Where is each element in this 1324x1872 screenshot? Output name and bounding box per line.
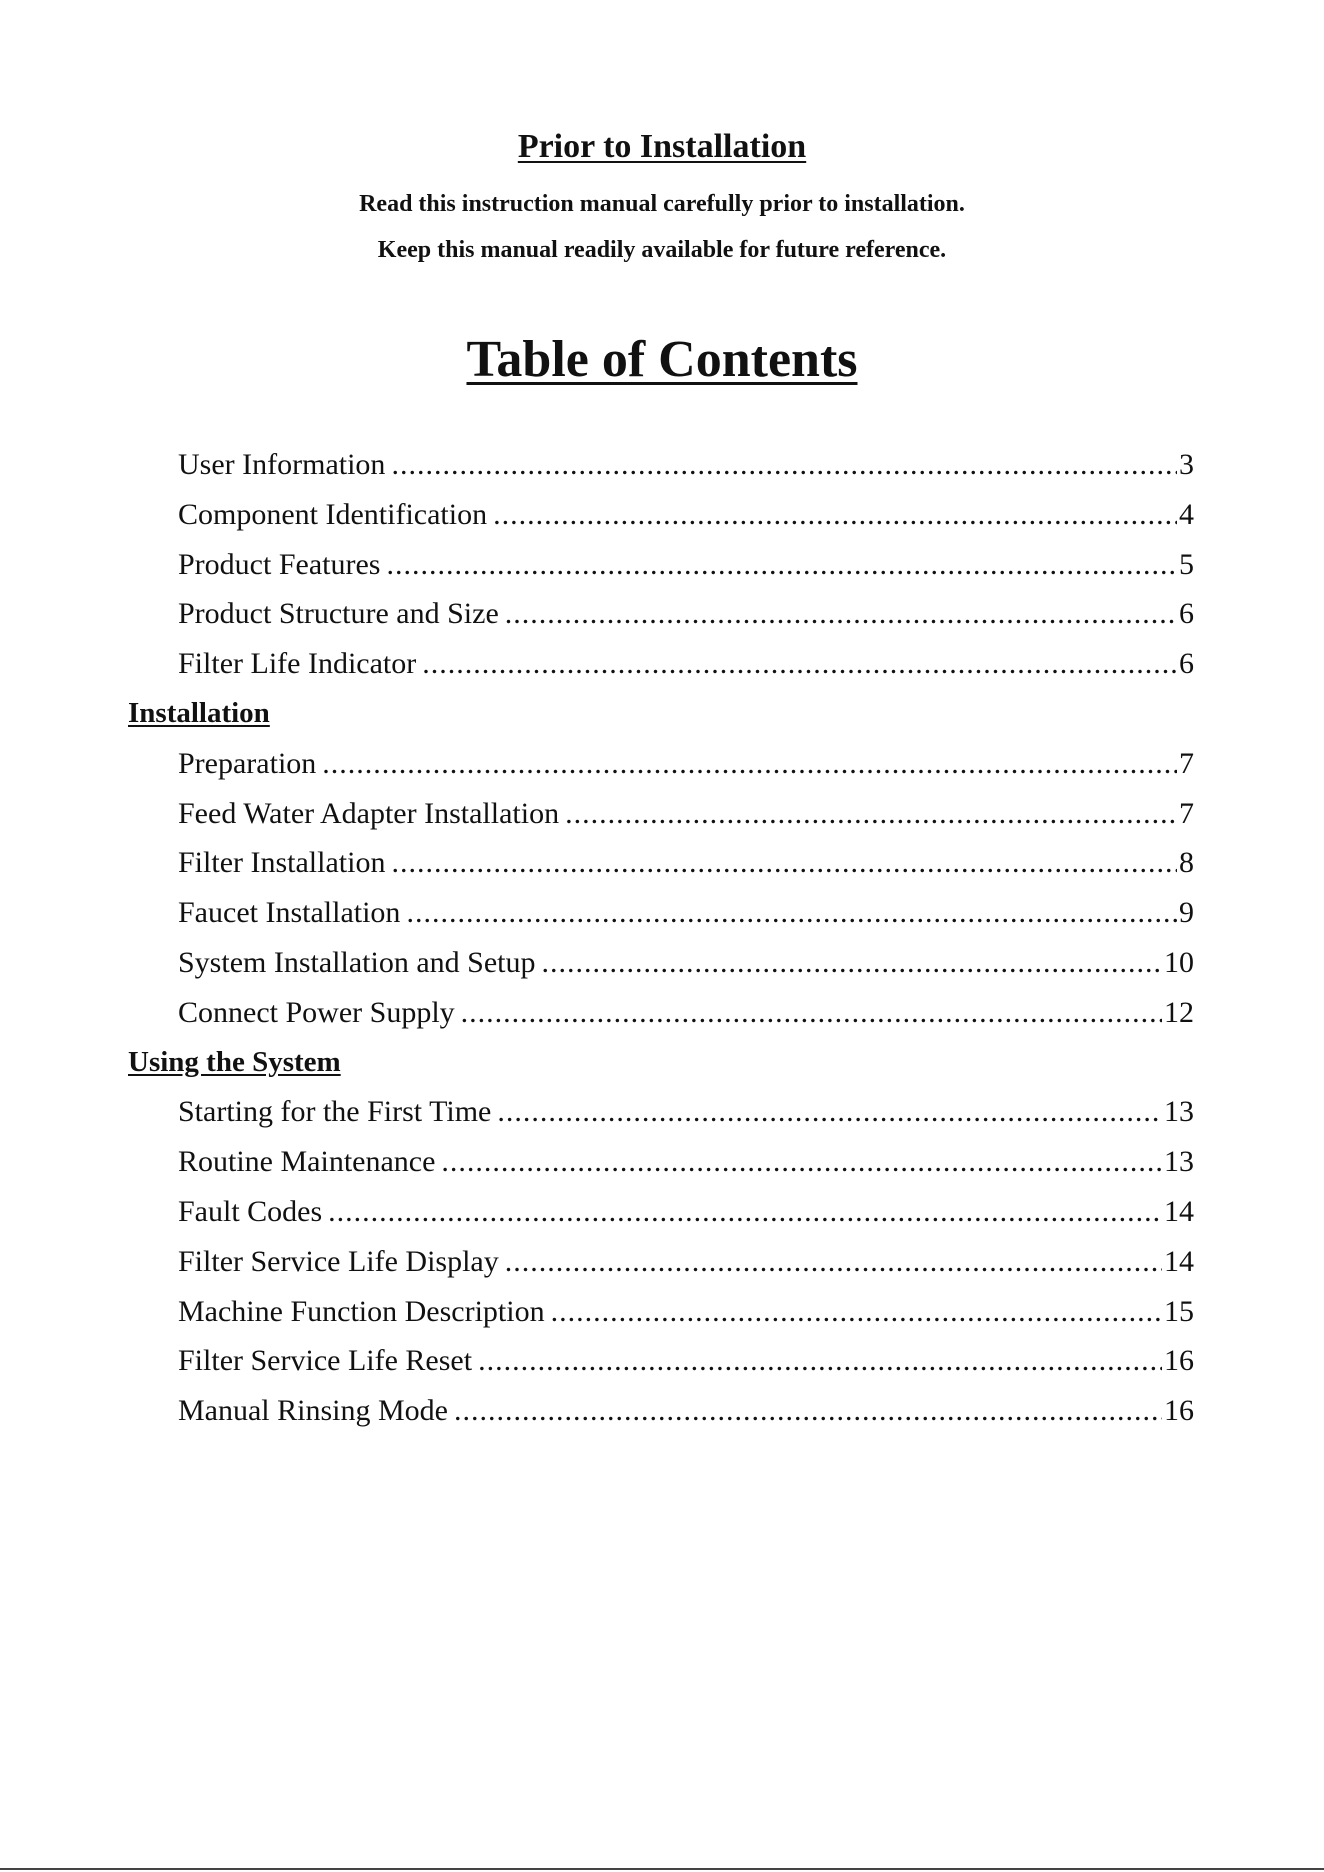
toc-entry-page: 5 bbox=[1179, 547, 1194, 581]
toc-entry-title: Filter Service Life Display bbox=[178, 1244, 499, 1278]
toc-entry[interactable] bbox=[0, 938, 1324, 988]
toc-entry-page: 14 bbox=[1164, 1194, 1194, 1228]
dot-leader bbox=[551, 1287, 1162, 1337]
toc-entry[interactable] bbox=[0, 1237, 1324, 1287]
toc-entry-title: Manual Rinsing Mode bbox=[178, 1394, 448, 1428]
toc-entry-title: Starting for the First Time bbox=[178, 1095, 492, 1129]
toc-entry[interactable] bbox=[0, 440, 1324, 490]
toc-entry[interactable] bbox=[0, 1137, 1324, 1187]
toc-entry[interactable] bbox=[0, 888, 1324, 938]
toc-entry-title: Filter Installation bbox=[178, 846, 386, 880]
toc-entry-page: 4 bbox=[1179, 497, 1194, 531]
toc-entry[interactable] bbox=[0, 1087, 1324, 1137]
dot-leader bbox=[505, 589, 1177, 639]
prior-to-installation-heading: Prior to Installation bbox=[517, 128, 807, 165]
toc-entry-page: 9 bbox=[1179, 896, 1194, 930]
toc-entry-page: 7 bbox=[1179, 746, 1194, 780]
dot-leader bbox=[322, 739, 1177, 789]
keep-manual-notice: Keep this manual readily available for future reference. bbox=[377, 237, 947, 263]
toc-entry[interactable] bbox=[0, 540, 1324, 590]
toc-entry[interactable] bbox=[0, 1336, 1324, 1386]
toc-entry-page: 7 bbox=[1179, 796, 1194, 830]
dot-leader bbox=[422, 639, 1177, 689]
toc-entry-title: Machine Function Description bbox=[178, 1294, 545, 1328]
toc-entry-title: Filter Life Indicator bbox=[178, 647, 417, 681]
toc-entry-page: 8 bbox=[1179, 846, 1194, 880]
toc-entry-title: Faucet Installation bbox=[178, 896, 401, 930]
toc-entry-page: 14 bbox=[1164, 1244, 1194, 1278]
toc-entry-page: 10 bbox=[1164, 945, 1194, 979]
toc-entry-title: Component Identification bbox=[178, 497, 488, 531]
dot-leader bbox=[391, 440, 1177, 490]
toc-entry-page: 16 bbox=[1164, 1394, 1194, 1428]
toc-entry-title: Filter Service Life Reset bbox=[178, 1344, 473, 1378]
section-heading-using-the-system[interactable]: Using the System bbox=[128, 1045, 341, 1078]
toc-entry-page: 16 bbox=[1164, 1344, 1194, 1378]
toc-entry-page: 15 bbox=[1164, 1294, 1194, 1328]
dot-leader bbox=[505, 1237, 1162, 1287]
dot-leader bbox=[406, 888, 1177, 938]
toc-section-row bbox=[0, 1038, 1324, 1088]
toc-entry[interactable] bbox=[0, 789, 1324, 839]
dot-leader bbox=[328, 1187, 1162, 1237]
toc-entry[interactable] bbox=[0, 589, 1324, 639]
dot-leader bbox=[454, 1386, 1162, 1436]
toc-entry-title: User Information bbox=[178, 448, 386, 481]
toc-entry-title: Connect Power Supply bbox=[178, 995, 455, 1029]
toc-entry-title: Product Structure and Size bbox=[178, 597, 499, 631]
dot-leader bbox=[441, 1137, 1162, 1187]
toc-entry-title: System Installation and Setup bbox=[178, 945, 536, 979]
toc-entry[interactable] bbox=[0, 739, 1324, 789]
toc-entry[interactable] bbox=[0, 1287, 1324, 1337]
toc-entry[interactable] bbox=[0, 490, 1324, 540]
table-of-contents-title: Table of Contents bbox=[466, 331, 858, 388]
toc-entry-page: 13 bbox=[1164, 1145, 1194, 1179]
dot-leader bbox=[461, 988, 1162, 1038]
toc-entry[interactable] bbox=[0, 838, 1324, 888]
toc-list bbox=[0, 440, 1324, 1436]
dot-leader bbox=[493, 490, 1177, 540]
toc-entry-page: 13 bbox=[1164, 1095, 1194, 1129]
toc-entry[interactable] bbox=[0, 1386, 1324, 1436]
dot-leader bbox=[391, 838, 1177, 888]
page-bottom-edge bbox=[0, 1868, 1324, 1870]
section-heading-installation[interactable]: Installation bbox=[128, 696, 270, 729]
dot-leader bbox=[497, 1087, 1162, 1137]
toc-entry[interactable] bbox=[0, 1187, 1324, 1237]
toc-entry-title: Fault Codes bbox=[178, 1194, 323, 1228]
toc-entry[interactable] bbox=[0, 639, 1324, 689]
toc-section-row bbox=[0, 689, 1324, 739]
toc-entry-page: 3 bbox=[1179, 448, 1194, 481]
toc-entry-page: 12 bbox=[1164, 995, 1194, 1029]
toc-entry-title: Feed Water Adapter Installation bbox=[178, 796, 560, 830]
dot-leader bbox=[541, 938, 1162, 988]
toc-entry-title: Preparation bbox=[178, 746, 317, 780]
dot-leader bbox=[565, 789, 1177, 839]
toc-entry-page: 6 bbox=[1179, 647, 1194, 681]
toc-entry[interactable] bbox=[0, 988, 1324, 1038]
toc-entry-title: Routine Maintenance bbox=[178, 1145, 436, 1179]
read-manual-notice: Read this instruction manual carefully prior to installation. bbox=[359, 191, 965, 217]
dot-leader bbox=[386, 540, 1177, 590]
toc-entry-title: Product Features bbox=[178, 547, 381, 581]
toc-entry-page: 6 bbox=[1179, 597, 1194, 631]
dot-leader bbox=[478, 1336, 1162, 1386]
